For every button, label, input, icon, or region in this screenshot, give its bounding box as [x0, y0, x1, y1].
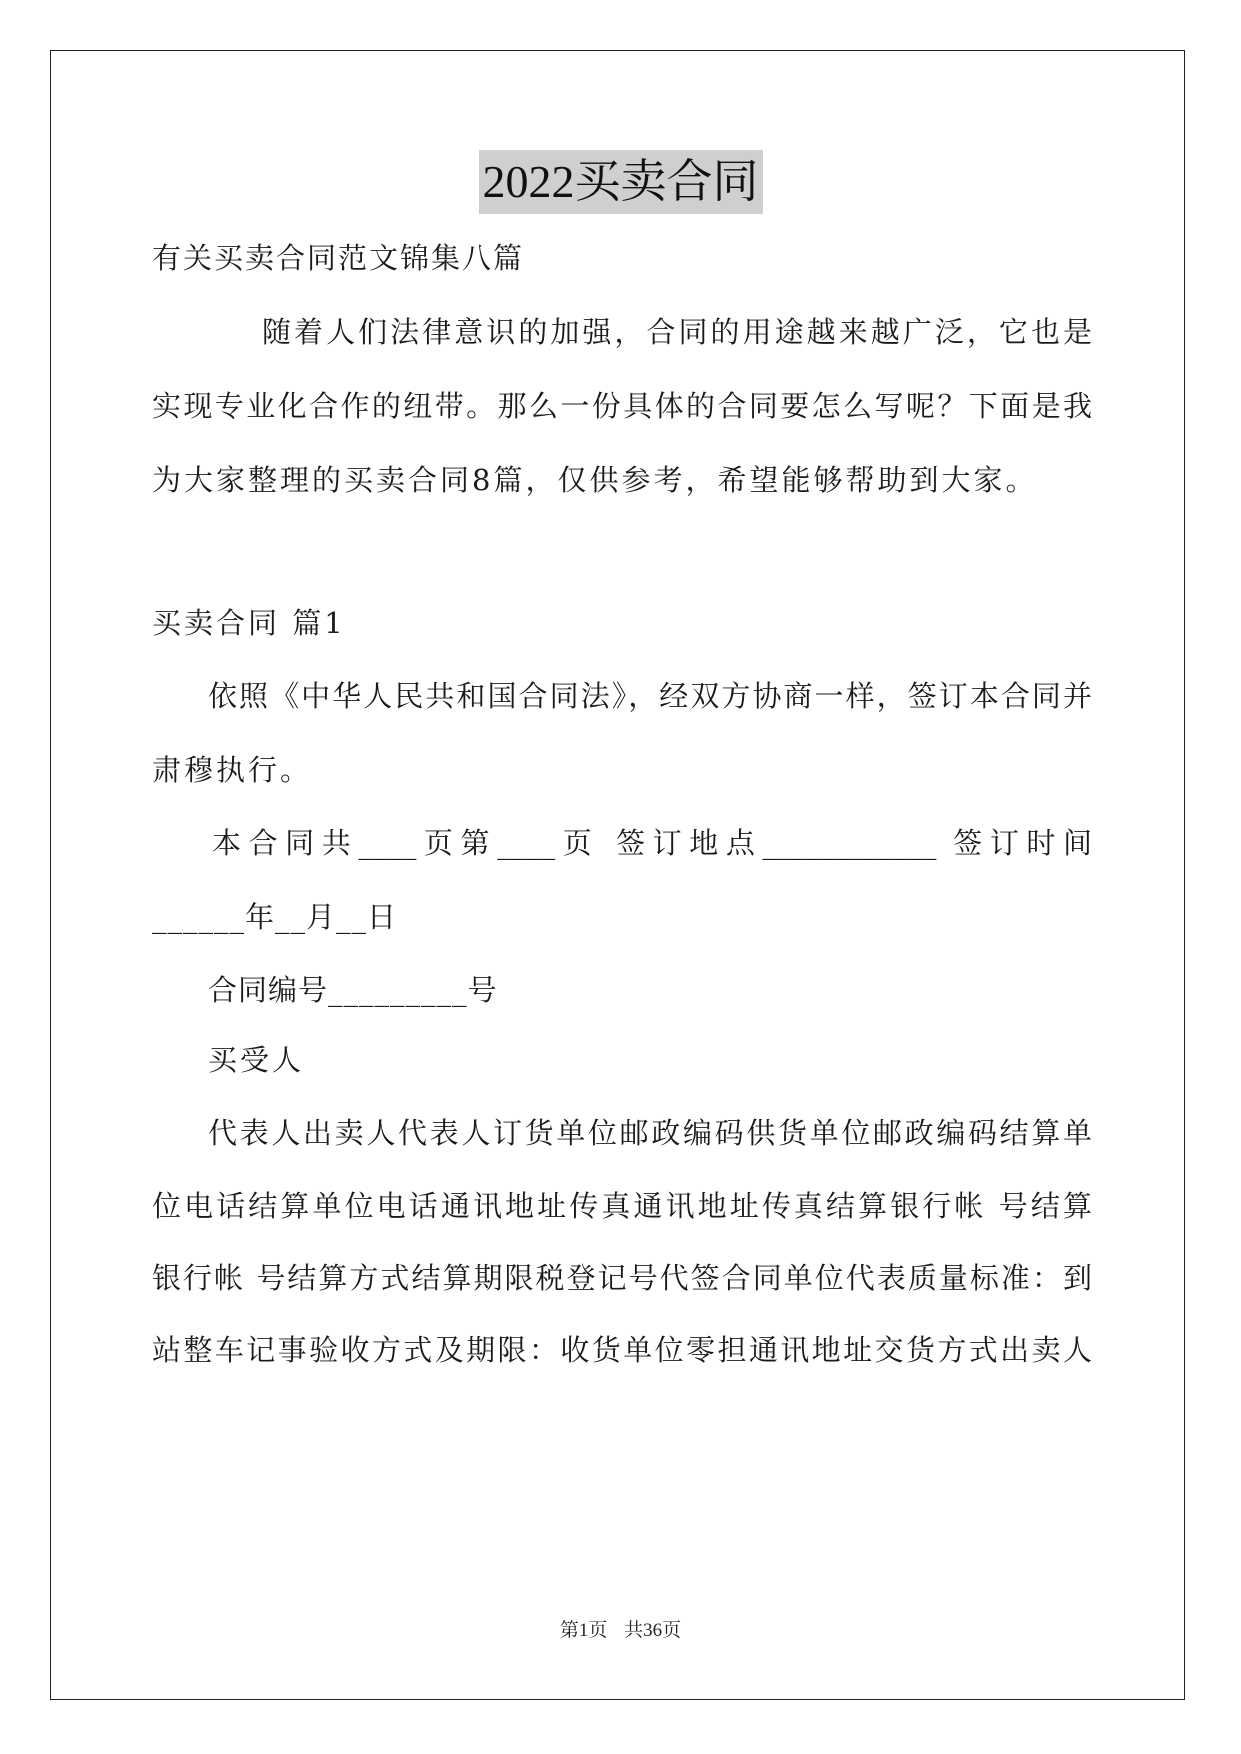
page-border — [50, 50, 1185, 1700]
body-line-2: 肃穆执行。 — [152, 753, 313, 787]
body-line-4: ______年__月__日 — [152, 900, 398, 934]
body-line-7: 代表人出卖人代表人订货单位邮政编码供货单位邮政编码结算单 — [208, 1116, 1092, 1150]
body-line-8: 位电话结算单位电话通讯地址传真通讯地址传真结算银行帐 号结算 — [152, 1189, 1092, 1223]
document-title: 2022买卖合同 — [479, 150, 763, 214]
intro-line-1: 随着人们法律意识的加强，合同的用途越来越广泛，它也是 — [262, 315, 1092, 349]
section-heading: 买卖合同 篇1 — [152, 606, 346, 640]
intro-line-2: 实现专业化合作的纽带。那么一份具体的合同要怎么写呢？下面是我 — [152, 389, 1092, 423]
page-total: 共36页 — [624, 1620, 682, 1641]
body-line-5: 合同编号_________号 — [208, 973, 498, 1007]
title-container — [0, 150, 1241, 214]
page-number: 第1页 — [559, 1620, 608, 1641]
body-line-1: 依照《中华人民共和国合同法》，经双方协商一样，签订本合同并 — [208, 679, 1092, 713]
intro-line-3: 为大家整理的买卖合同8篇，仅供参考，希望能够帮助到大家。 — [152, 463, 1038, 497]
body-line-3: 本合同共____页第____页 签订地点____________ 签订时间 — [212, 826, 1092, 860]
document-subtitle: 有关买卖合同范文锦集八篇 — [152, 241, 525, 275]
body-line-9: 银行帐 号结算方式结算期限税登记号代签合同单位代表质量标准：到 — [152, 1261, 1092, 1295]
body-line-10: 站整车记事验收方式及期限：收货单位零担通讯地址交货方式出卖人 — [152, 1333, 1092, 1367]
page-footer — [0, 1618, 1241, 1644]
body-line-6: 买受人 — [208, 1043, 305, 1077]
